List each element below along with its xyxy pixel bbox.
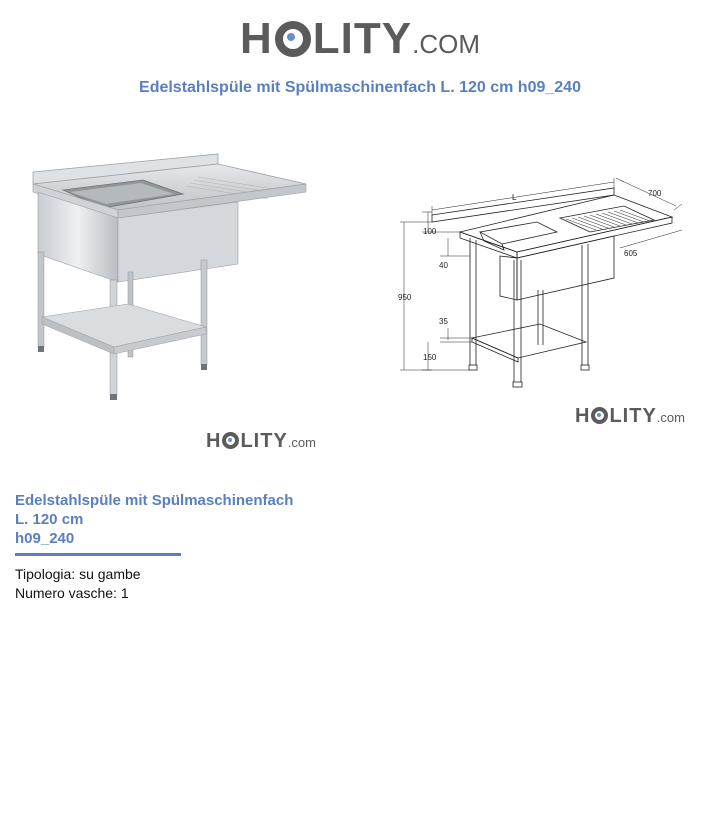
- spec-value: su gambe: [79, 566, 141, 582]
- dim-150-label: 150: [423, 353, 437, 362]
- product-title-line: L. 120 cm: [15, 511, 84, 528]
- logo-suffix: .com: [287, 435, 316, 450]
- technical-drawing: [392, 170, 697, 395]
- page-title: Edelstahlspüle mit Spülmaschinenfach L. 120 cm h09_240: [139, 79, 581, 96]
- logo-wordmark: LITY: [312, 14, 413, 63]
- spec-label: Numero vasche:: [15, 585, 117, 601]
- product-title-line: Edelstahlspüle mit Spülmaschinenfach: [15, 492, 294, 509]
- logo-wordmark: LITY: [240, 430, 288, 452]
- logo-letter-h: H: [575, 405, 591, 427]
- logo-letter-h: H: [240, 14, 273, 63]
- product-code: h09_240: [15, 530, 75, 547]
- logo-suffix: .COM: [412, 29, 480, 59]
- dim-700-label: 700: [648, 189, 662, 198]
- holity-logo[interactable]: [240, 14, 480, 64]
- holity-logo-small: [575, 405, 685, 427]
- logo-ring-icon: [275, 21, 311, 57]
- logo-wordmark: LITY: [609, 405, 657, 427]
- holity-logo-small: [206, 430, 316, 452]
- spec-row-numero-vasche: [15, 584, 129, 603]
- logo-suffix: .com: [656, 410, 685, 425]
- product-photo: [18, 132, 318, 412]
- dim-100-label: 100: [423, 227, 437, 236]
- spec-row-tipologia: [15, 565, 141, 584]
- product-title: [15, 491, 345, 548]
- logo-letter-h: H: [206, 430, 222, 452]
- dim-l-label: L: [512, 193, 517, 202]
- dim-40-label: 40: [439, 261, 448, 270]
- dim-35-label: 35: [439, 317, 448, 326]
- title-divider: [15, 553, 181, 556]
- spec-label: Tipologia:: [15, 566, 76, 582]
- logo-ring-icon: [222, 432, 239, 449]
- spec-value: 1: [120, 585, 129, 601]
- dim-605-label: 605: [624, 249, 638, 258]
- logo-ring-icon: [591, 407, 608, 424]
- dim-950-label: 950: [398, 293, 412, 302]
